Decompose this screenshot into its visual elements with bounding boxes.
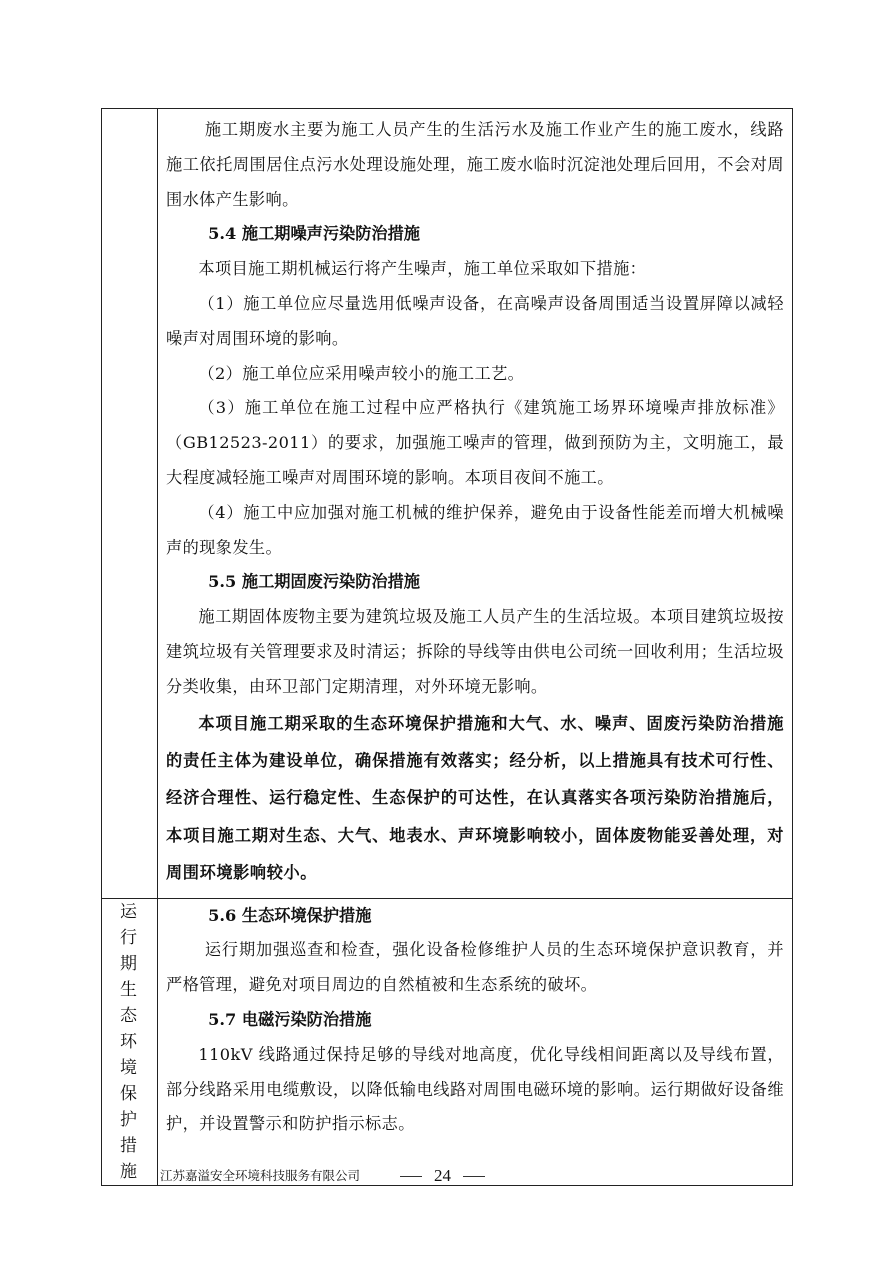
heading-5-6: 5.6 生态环境保护措施: [208, 905, 372, 925]
operation-label-cell: [102, 898, 158, 1185]
heading-5-4: 5.4 施工期噪声污染防治措施: [208, 224, 420, 244]
noise-intro-paragraph: 本项目施工期机械运行将产生噪声，施工单位采取如下措施：: [198, 259, 647, 279]
wastewater-paragraph: 施工期废水主要为施工人员产生的生活污水及施工作业产生的施工废水，线路施工依托周围居住点污水处理设施处理，施工废水临时沉淀池处理后回用，不会对周围水体产生影响。: [166, 120, 784, 209]
heading-5-5: 5.5 施工期固废污染防治措施: [208, 572, 420, 592]
ecology-paragraph: 运行期加强巡查和检查，强化设备检修维护人员的生态环境保护意识教育，并严格管理，避免对项目周边的自然植被和生态系统的破坏。: [166, 940, 784, 995]
conclusion-paragraph: 本项目施工期采取的生态环境保护措施和大气、水、噪声、固废污染防治措施的责任主体为建设单位，确保措施有效落实；经分析，以上措施具有技术可行性、经济合理性、运行稳定性、生态保护的可达性，在认真落实各项污染防治措施后，本项目施工期对生态、大气、地表水、声环境影响较小，固体废物能妥善处理，对周围环境影响较小。: [166, 713, 784, 883]
noise-measure-4: （4）施工中应加强对施工机械的维护保养，避免由于设备性能差而增大机械噪声的现象发生。: [166, 502, 784, 557]
operation-row: [102, 898, 793, 1185]
footer-company: 江苏嘉溢安全环境科技服务有限公司: [160, 1168, 361, 1183]
measures-table: [101, 108, 793, 1186]
page-number: 24: [434, 1166, 451, 1185]
page-dash-left: [400, 1176, 422, 1177]
solid-waste-paragraph: 施工期固体废物主要为建筑垃圾及施工人员产生的生活垃圾。本项目建筑垃圾按建筑垃圾有关管理要求及时清运；拆除的导线等由供电公司统一回收利用；生活垃圾分类收集，由环卫部门定期清理，对外环境无影响。: [166, 607, 784, 696]
noise-measure-2: （2）施工单位应采用噪声较小的施工工艺。: [198, 363, 525, 383]
electromagnetic-paragraph: 110kV 线路通过保持足够的导线对地高度，优化导线相间距离以及导线布置，部分线路采用电缆敷设，以降低输电线路对周围电磁环境的影响。运行期做好设备维护，并设置警示和防护指示标志。: [166, 1044, 784, 1134]
heading-5-7: 5.7 电磁污染防治措施: [208, 1009, 372, 1029]
footer-page-number: [400, 1166, 485, 1186]
operation-content-cell: [158, 898, 793, 1185]
construction-content-cell: [158, 109, 793, 899]
construction-row: [102, 109, 793, 899]
noise-measure-3: （3）施工单位在施工过程中应严格执行《建筑施工场界环境噪声排放标准》（GB12523-2011）的要求，加强施工噪声的管理，做到预防为主，文明施工，最大程度减轻施工噪声对周围环境的影响。本项目夜间不施工。: [166, 398, 784, 487]
page-dash-right: [463, 1176, 485, 1177]
construction-label-cell: [102, 109, 158, 899]
operation-label: 运行期生态环境保护措施: [120, 901, 139, 1182]
noise-measure-1: （1）施工单位应尽量选用低噪声设备，在高噪声设备周围适当设置屏障以减轻噪声对周围环境的影响。: [166, 293, 784, 348]
